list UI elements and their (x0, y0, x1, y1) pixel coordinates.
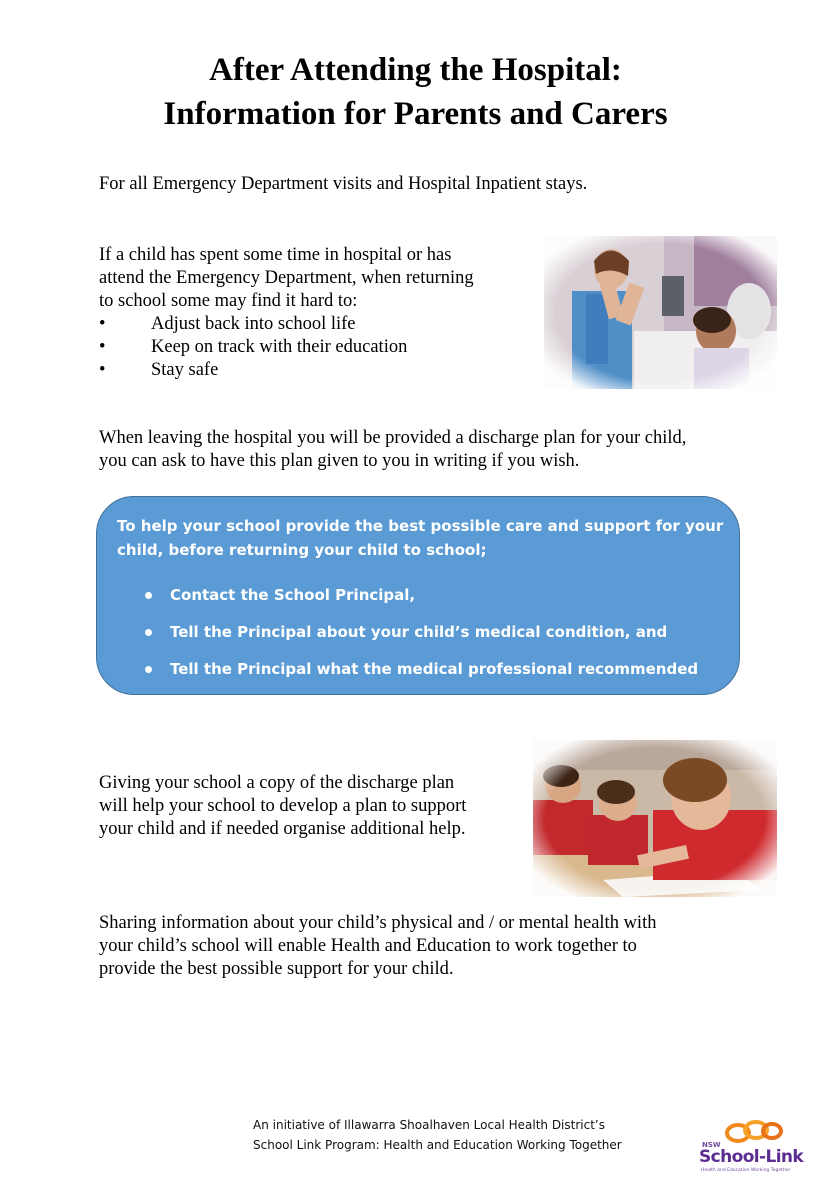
section3-line: your child and if needed organise additional help. (99, 819, 466, 839)
school-link-logo (696, 1116, 804, 1178)
section4-line: Sharing information about your child’s physical and / or mental health with (99, 913, 657, 933)
bullet-icon (145, 629, 152, 636)
classroom-photo (533, 740, 777, 897)
list-item: • Stay safe (99, 360, 219, 380)
bullet-icon (145, 592, 152, 599)
list-item: • Keep on track with their education (99, 337, 408, 357)
section4-line: your child’s school will enable Health and Education to work together to (99, 936, 637, 956)
footer-text (253, 1115, 622, 1155)
callout-heading: To help your school provide the best possible care and support for your child, before returning your child to school; (117, 517, 724, 559)
footer-line-2: School Link Program: Health and Education Working Together (253, 1138, 622, 1152)
intro-text: For all Emergency Department visits and Hospital Inpatient stays. (99, 174, 588, 194)
logo-nsw-text: NSW (702, 1141, 721, 1149)
logo-tagline: Health and Education Working Together (701, 1168, 791, 1173)
callout-list (143, 577, 698, 688)
logo-name-text: School-Link (699, 1147, 804, 1167)
bullet-icon: • (99, 360, 106, 380)
section1-line: attend the Emergency Department, when returning (99, 268, 474, 288)
section1-line: to school some may find it hard to: (99, 291, 358, 311)
section-share-health-info (99, 912, 656, 981)
title-line-1: After Attending the Hospital: (209, 52, 622, 88)
bullet-icon: • (99, 337, 106, 357)
list-item: Tell the Principal what the medical professional recommended (143, 651, 698, 688)
list-item: • Adjust back into school life (99, 314, 356, 334)
list-item: Contact the School Principal, (143, 577, 698, 614)
section2-line: you can ask to have this plan given to you in writing if you wish. (99, 451, 580, 471)
section-returning-to-school (99, 244, 474, 382)
difficulty-list (99, 313, 474, 382)
section3-line: Giving your school a copy of the discharge plan (99, 773, 455, 793)
section3-line: will help your school to develop a plan to support (99, 796, 467, 816)
title-line-2: Information for Parents and Carers (163, 96, 668, 132)
bullet-icon: • (99, 314, 106, 334)
list-item: Tell the Principal about your child’s medical condition, and (143, 614, 698, 651)
page-title (60, 48, 771, 136)
callout-box (96, 496, 740, 695)
bullet-icon (145, 666, 152, 673)
section-discharge-plan (99, 427, 686, 473)
hospital-photo (544, 236, 777, 389)
section-share-plan (99, 772, 466, 841)
footer-line-1: An initiative of Illawarra Shoalhaven Local Health District’s (253, 1118, 605, 1132)
section4-line: provide the best possible support for your child. (99, 959, 454, 979)
section2-line: When leaving the hospital you will be provided a discharge plan for your child, (99, 428, 687, 448)
section1-line: If a child has spent some time in hospital or has (99, 245, 452, 265)
